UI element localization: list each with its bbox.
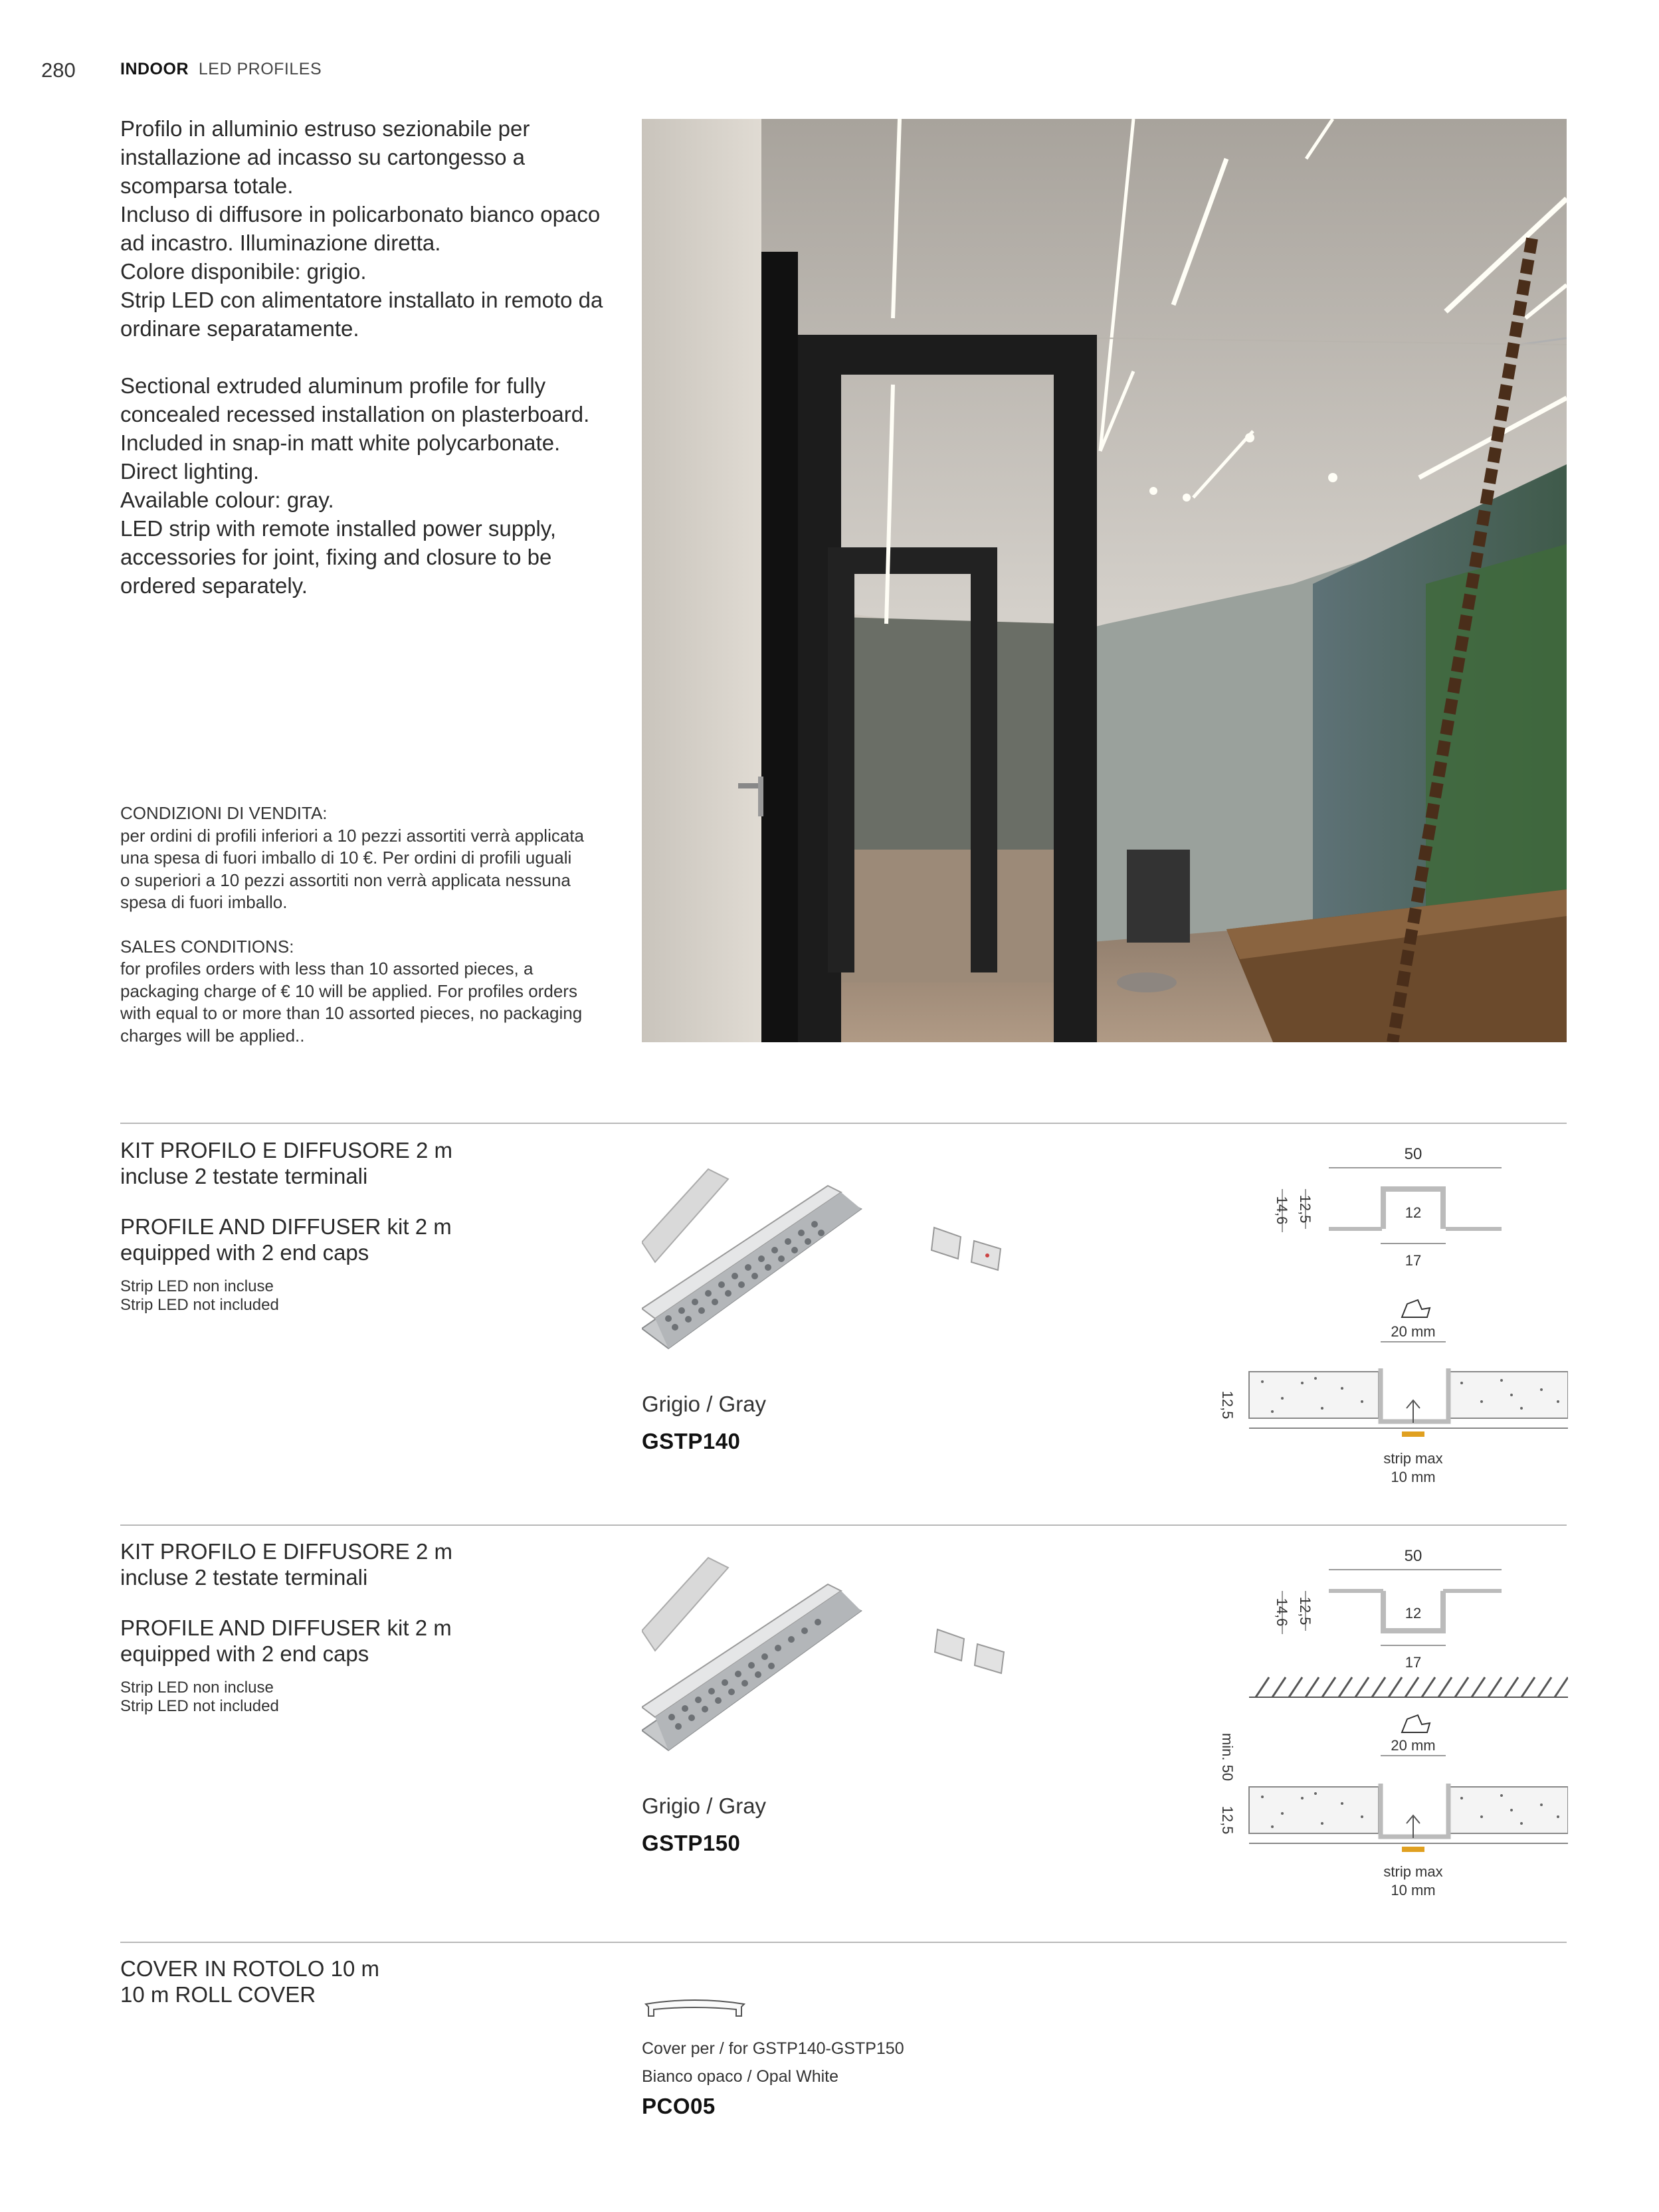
interior-photo [642, 119, 1567, 1042]
conditions-en-line: packaging charge of € 10 will be applied. For profiles orders [120, 980, 577, 1001]
conditions-it-title: CONDIZIONI DI VENDITA: [120, 803, 328, 823]
dim-height-total: 14,6 [1274, 1196, 1290, 1225]
product-gstp140-diagram [1209, 1136, 1568, 1508]
product-code: GSTP140 [642, 1429, 741, 1453]
section-subtitle: LED PROFILES [198, 60, 322, 78]
conditions-en-line: with equal to or more than 10 assorted pieces, no packaging [120, 1003, 583, 1023]
desc-en-line: Available colour: gray. [120, 488, 334, 512]
product-title-it: KIT PROFILO E DIFFUSORE 2 m [120, 1138, 452, 1162]
strip-size: 10 mm [1391, 1469, 1436, 1485]
dim-min: min. 50 [1219, 1732, 1236, 1782]
interior-photo-illustration [642, 119, 1567, 1042]
desc-en-line: accessories for joint, fixing and closure to be [120, 545, 552, 569]
conditions-it-line: spesa di fuori imballo. [120, 892, 288, 912]
product-color: Grigio / Gray [642, 1794, 767, 1818]
strip-max-label: strip max [1383, 1863, 1443, 1880]
product-subtitle-en: equipped with 2 end caps [120, 1641, 369, 1666]
desc-en-line: concealed recessed installation on plasterboard. [120, 402, 590, 426]
cover-info [120, 1956, 585, 2007]
product-note-it: Strip LED non incluse [120, 1277, 274, 1295]
page-number: 280 [41, 58, 76, 82]
product-subtitle-it: incluse 2 testate terminali [120, 1164, 368, 1188]
product-gstp150-diagram [1209, 1538, 1568, 1930]
conditions-en-line: charges will be applied.. [120, 1025, 305, 1046]
hatched-ceiling [1249, 1677, 1568, 1697]
desc-it-line: Colore disponibile: grigio. [120, 259, 367, 284]
product-note-en: Strip LED not included [120, 1697, 279, 1715]
product-title-en: PROFILE AND DIFFUSER kit 2 m [120, 1615, 452, 1640]
product-code: GSTP150 [642, 1831, 741, 1855]
section-divider [120, 1524, 1567, 1526]
product-gstp150-image [642, 1551, 1040, 1790]
profile-image [642, 1149, 1040, 1388]
desc-it-line: Profilo in alluminio estruso sezionabile per [120, 116, 530, 141]
desc-it-line: installazione ad incasso su cartongesso a [120, 145, 526, 169]
dim-height-total: 14,6 [1274, 1598, 1290, 1627]
product-gstp140-image [642, 1149, 1040, 1388]
conditions-it-line: una spesa di fuori imballo di 10 €. Per ordini di profili uguali [120, 848, 572, 868]
product-gstp150-info [120, 1538, 585, 1716]
desc-it-line: ad incastro. Illuminazione diretta. [120, 230, 441, 255]
product-color: Grigio / Gray [642, 1392, 767, 1416]
cover-title-en: 10 m ROLL COVER [120, 1982, 316, 2007]
cover-finish: Bianco opaco / Opal White [642, 2067, 838, 2086]
profile-section-diagram [1209, 1538, 1568, 1930]
section-header [120, 60, 322, 79]
dim-inner: 12 [1405, 1204, 1422, 1221]
desc-en-line: Sectional extruded aluminum profile for fully [120, 373, 546, 398]
desc-it-line: Strip LED con alimentatore installato in remoto da [120, 288, 603, 312]
product-title-it: KIT PROFILO E DIFFUSORE 2 m [120, 1539, 452, 1564]
cover-code: PCO05 [642, 2094, 716, 2118]
section-title: INDOOR [120, 60, 189, 78]
dim-width: 50 [1404, 1547, 1422, 1565]
tool-icon [1402, 1300, 1430, 1317]
desc-en-line: Included in snap-in matt white polycarbonate. [120, 430, 561, 455]
conditions-it-line: per ordini di profili inferiori a 10 pezzi assortiti verrà applicata [120, 825, 584, 846]
section-divider [120, 1942, 1567, 1943]
desc-en-line: Direct lighting. [120, 459, 260, 484]
dim-tool: 20 mm [1391, 1323, 1436, 1340]
desc-it-line: scomparsa totale. [120, 173, 294, 198]
product-note-it: Strip LED non incluse [120, 1679, 274, 1697]
dim-height: 12,5 [1297, 1194, 1314, 1224]
dim-width: 50 [1404, 1145, 1422, 1163]
conditions-it-line: o superiori a 10 pezzi assortiti non verrà applicata nessuna [120, 870, 571, 890]
section-divider [120, 1123, 1567, 1124]
dim-tool: 20 mm [1391, 1737, 1436, 1754]
cover-title-it: COVER IN ROTOLO 10 m [120, 1956, 379, 1981]
tool-icon [1402, 1715, 1430, 1732]
dim-depth: 12,5 [1219, 1390, 1236, 1420]
product-subtitle-it: incluse 2 testate terminali [120, 1565, 368, 1590]
strip-size: 10 mm [1391, 1882, 1436, 1898]
desc-en-line: ordered separately. [120, 573, 308, 598]
cover-compat: Cover per / for GSTP140-GSTP150 [642, 2039, 904, 2058]
description [120, 114, 612, 600]
dim-outer: 17 [1405, 1252, 1422, 1269]
strip-max-label: strip max [1383, 1450, 1443, 1467]
desc-en-line: LED strip with remote installed power supply, [120, 516, 557, 541]
desc-it-line: Incluso di diffusore in policarbonato bianco opaco [120, 202, 601, 227]
sales-conditions [120, 802, 599, 1047]
conditions-en-line: for profiles orders with less than 10 assorted pieces, a [120, 959, 534, 978]
dim-depth: 12,5 [1219, 1805, 1236, 1835]
profile-image [642, 1551, 1040, 1790]
profile-section-diagram [1209, 1136, 1568, 1508]
conditions-en-title: SALES CONDITIONS: [120, 936, 294, 957]
dim-inner: 12 [1405, 1605, 1422, 1621]
product-gstp140-info [120, 1137, 585, 1315]
cover-profile-icon [642, 1996, 748, 2029]
product-note-en: Strip LED not included [120, 1296, 279, 1314]
product-title-en: PROFILE AND DIFFUSER kit 2 m [120, 1214, 452, 1239]
dim-outer: 17 [1405, 1654, 1422, 1671]
dim-height: 12,5 [1297, 1596, 1314, 1625]
desc-it-line: ordinare separatamente. [120, 316, 359, 341]
product-subtitle-en: equipped with 2 end caps [120, 1240, 369, 1265]
cover-profile-image [642, 1996, 748, 2029]
